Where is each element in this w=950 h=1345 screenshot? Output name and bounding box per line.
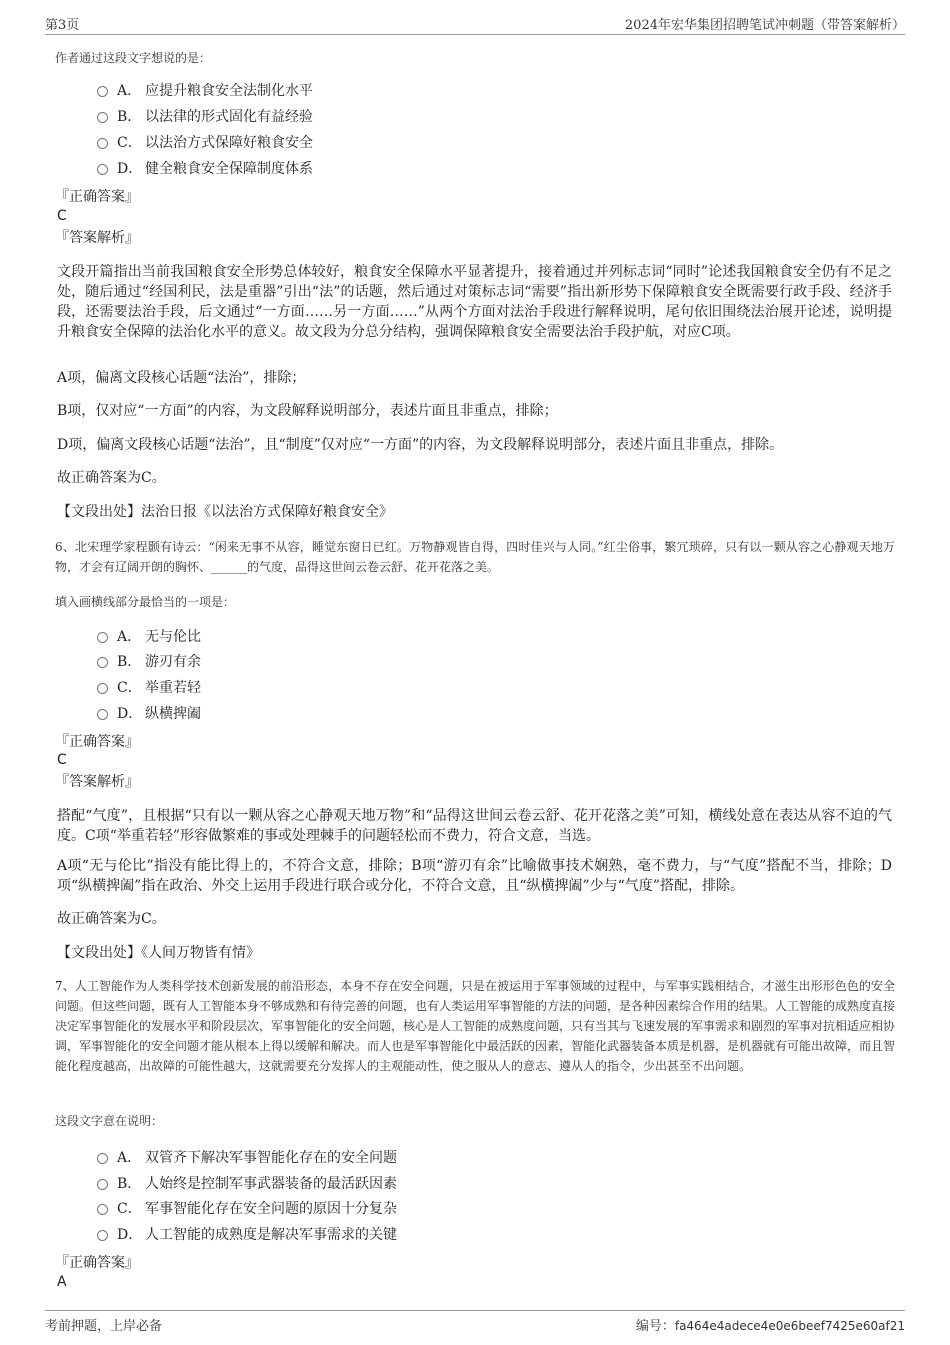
q7-option-b[interactable]: B． 人始终是控制军事武器装备的最活跃因素 <box>97 1174 397 1194</box>
q5-answer-label: 『正确答案』 <box>55 189 139 205</box>
q5-answer: C <box>57 208 67 224</box>
q5-source: 【文段出处】法治日报《以法治方式保障好粮食安全》 <box>57 504 393 520</box>
radio-icon[interactable] <box>97 164 108 175</box>
document-title: 2024年宏华集团招聘笔试冲刺题（带答案解析） <box>624 18 905 33</box>
q7-answer: A <box>57 1274 67 1290</box>
q5-option-a[interactable]: A． 应提升粮食安全法制化水平 <box>97 81 313 101</box>
document-code: 编号：fa464e4adece4e0e6beef7425e60af21 <box>635 1319 905 1334</box>
q5-analysis-a: A项，偏离文段核心话题“法治”，排除； <box>57 370 306 386</box>
q6-option-b[interactable]: B． 游刃有余 <box>97 652 201 672</box>
q6-answer: C <box>57 752 67 768</box>
q7-prompt: 这段文字意在说明： <box>55 1114 164 1128</box>
q5-conclusion: 故正确答案为C。 <box>57 470 166 486</box>
page-header <box>45 14 905 35</box>
q5-analysis-label: 『答案解析』 <box>55 230 139 246</box>
radio-icon[interactable] <box>97 709 108 720</box>
page-number: 第3页 <box>45 18 80 33</box>
radio-icon[interactable] <box>97 1179 108 1190</box>
q5-analysis-d: D项，偏离文段核心话题“法治”，且“制度”仅对应“一方面”的内容，为文段解释说明部分，表述片面且非重点，排除。 <box>57 437 784 453</box>
q6-option-a[interactable]: A． 无与伦比 <box>97 627 201 647</box>
q6-prompt: 填入画横线部分最恰当的一项是： <box>55 595 236 609</box>
q6-analysis-options: A项“无与伦比”指没有能比得上的，不符合文意，排除；B项“游刃有余”比喻做事技术娴熟，毫不费力，与“气度”搭配不当，排除；D项“纵横捭阖”指在政治、外交上运用手段进行联合或分化，不符合文意，且“纵横捭阖”少与“气度”搭配，排除。 <box>57 858 892 894</box>
q5-prompt: 作者通过这段文字想说的是： <box>55 51 212 65</box>
q7-answer-label: 『正确答案』 <box>55 1255 139 1271</box>
q6-stem: 6、北宋理学家程颢有诗云：“闲来无事不从容，睡觉东窗日已红。万物静观皆自得，四时佳兴与人同。”红尘俗事，繁冗琐碎，只有以一颗从容之心静观天地万物，才会有辽阔开朗的胸怀、______的气度，品得这世间云卷云舒、花开花落之美。 <box>55 540 895 574</box>
q5-option-d[interactable]: D． 健全粮食安全保障制度体系 <box>97 159 313 179</box>
radio-icon[interactable] <box>97 112 108 123</box>
q6-answer-label: 『正确答案』 <box>55 734 139 750</box>
q5-analysis-main: 文段开篇指出当前我国粮食安全形势总体较好，粮食安全保障水平显著提升，接着通过并列标志词“同时”论述我国粮食安全仍有不足之处，随后通过“经国利民，法是重器”引出“法”的话题，然后通过对策标志词“需要”指出新形势下保障粮食安全既需要行政手段、经济手段，还需要法治手段，后文通过“一方面……另一方面……”从两个方面对法治手段进行解释说明，尾句依旧围绕法治展开论述，说明提升粮食安全保障的法治化水平的意义。故文段为分总分结构，强调保障粮食安全需要法治手段护航，对应C项。 <box>57 264 892 340</box>
q5-option-c[interactable]: C． 以法治方式保障好粮食安全 <box>97 133 313 153</box>
q7-option-d[interactable]: D． 人工智能的成熟度是解决军事需求的关键 <box>97 1225 397 1245</box>
q7-option-c[interactable]: C． 军事智能化存在安全问题的原因十分复杂 <box>97 1199 397 1219</box>
radio-icon[interactable] <box>97 657 108 668</box>
radio-icon[interactable] <box>97 1204 108 1215</box>
radio-icon[interactable] <box>97 1230 108 1241</box>
q7-option-a[interactable]: A． 双管齐下解决军事智能化存在的安全问题 <box>97 1148 397 1168</box>
q6-analysis-label: 『答案解析』 <box>55 774 139 790</box>
radio-icon[interactable] <box>97 683 108 694</box>
q6-analysis-main: 搭配“气度”，且根据“只有以一颗从容之心静观天地万物”和“品得这世间云卷云舒、花开花落之美”可知，横线处意在表达从容不迫的气度。C项“举重若轻”形容做繁难的事或处理棘手的问题轻松而不费力，符合文意，当选。 <box>57 808 892 844</box>
page-footer <box>45 1310 905 1333</box>
radio-icon[interactable] <box>97 86 108 97</box>
q7-stem: 7、人工智能作为人类科学技术创新发展的前沿形态，本身不存在安全问题，只是在被运用于军事领域的过程中，与军事实践相结合，才滋生出形形色色的安全问题。但这些问题，既有人工智能本身不够成熟和有待完善的问题，也有人类运用军事智能的方法的问题，是各种因素综合作用的结果。人工智能的成熟度直接决定军事智能化的发展水平和阶段层次，军事智能化的安全问题，核心是人工智能的成熟度问题，只有当其与飞速发展的军事需求和剧烈的军事对抗相适应相协调，军事智能化的安全问题才能从根本上得以缓解和解决。而人也是军事智能化中最活跃的因素，智能化武器装备本质是机器，是机器就有可能出故障，而且智能化程度越高，出故障的可能性越大，这就需要充分发挥人的主观能动性，使之服从人的意志、遵从人的指令，少出甚至不出问题。 <box>55 979 896 1073</box>
q5-analysis-b: B项，仅对应“一方面”的内容，为文段解释说明部分，表述片面且非重点，排除； <box>57 403 558 419</box>
footer-slogan: 考前押题，上岸必备 <box>45 1319 163 1334</box>
q5-option-b[interactable]: B． 以法律的形式固化有益经验 <box>97 107 313 127</box>
radio-icon[interactable] <box>97 1153 108 1164</box>
radio-icon[interactable] <box>97 138 108 149</box>
q6-option-c[interactable]: C． 举重若轻 <box>97 678 201 698</box>
q6-option-d[interactable]: D． 纵横捭阖 <box>97 704 201 724</box>
radio-icon[interactable] <box>97 632 108 643</box>
q6-source: 【文段出处】《人间万物皆有情》 <box>57 945 260 961</box>
q6-conclusion: 故正确答案为C。 <box>57 911 166 927</box>
